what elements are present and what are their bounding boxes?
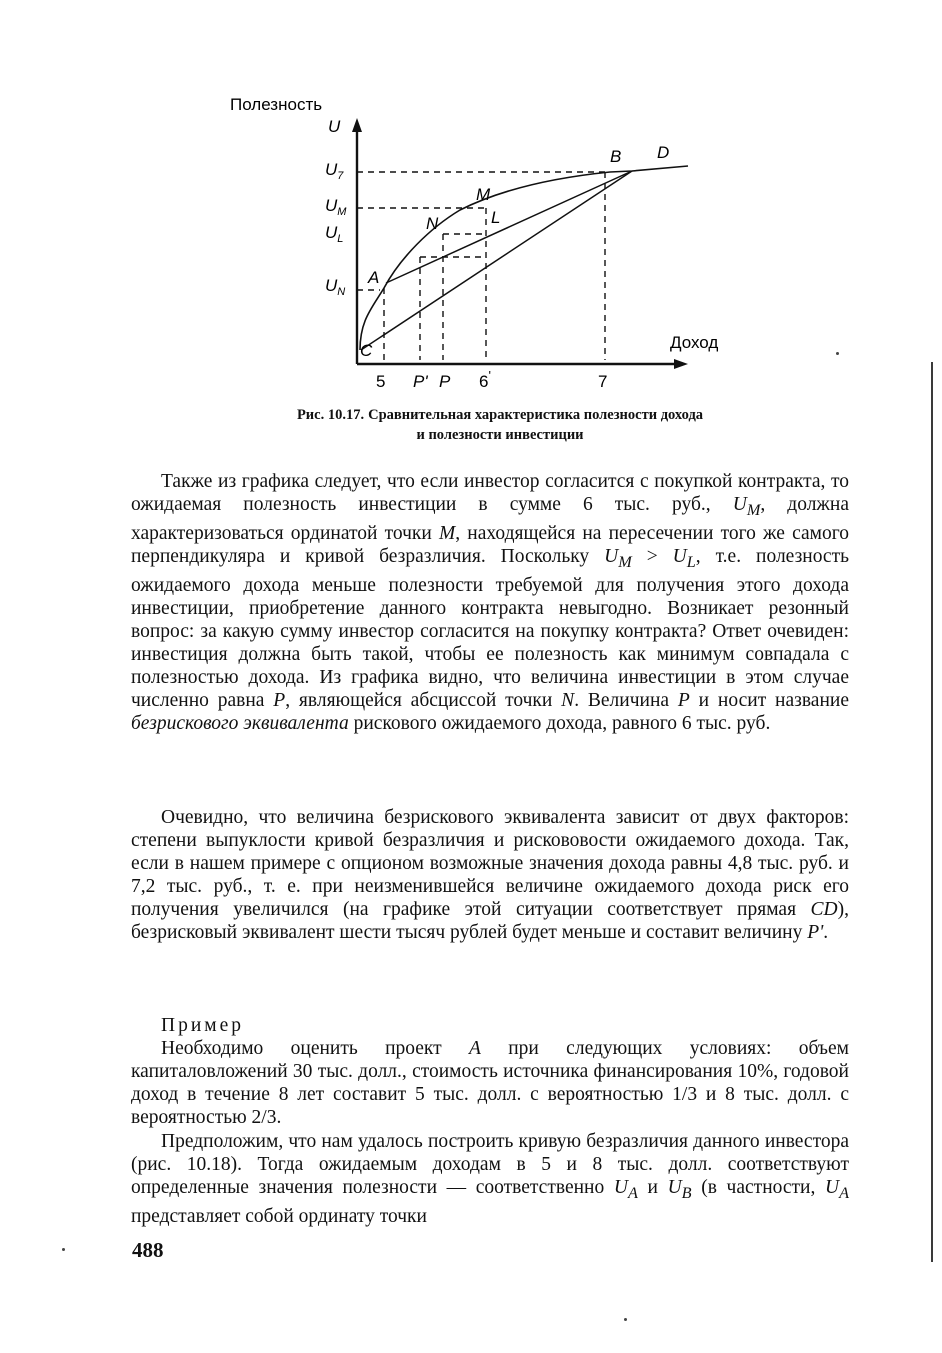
subscript-b: B (681, 1183, 692, 1202)
symbol-n: N (561, 689, 575, 711)
text-run: представляет собой ординату точки (131, 1205, 427, 1227)
text-run: Также из графика следует, что если инвестор согласится с покупкой контракта, то ожидаемая полезность инвестиции в сумме 6 тыс. руб., (131, 471, 849, 515)
text-run: и носит название (689, 689, 849, 711)
symbol-pprime: P' (807, 922, 824, 943)
symbol-u: U (667, 1177, 682, 1198)
text-run: Очевидно, что величина безрискового эквивалента зависит от двух факторов: степени выпуклости кривой безразличия и рискововости ожидаемого дохода. Так, если в нашем примере с опционом возможные значения дохода равны 4,8 тыс. руб. и 7,2 тыс. руб., т. е. при неизменившейся величине ожидаемого дохода риск его получения увеличился (на графике этой ситуации соответствует прямая (131, 807, 849, 920)
text-run: Необходимо оценить проект (161, 1038, 469, 1059)
y-axis-title: Полезность (230, 95, 323, 114)
symbol-a: A (468, 1038, 481, 1059)
paragraph-2 (131, 806, 849, 944)
paragraph-4 (131, 1130, 849, 1228)
symbol-u: U (824, 1177, 840, 1198)
subscript-m: M (618, 552, 632, 571)
paragraph-1 (131, 470, 849, 735)
caption-text-1: Сравнительная характеристика полезности дохода (368, 407, 704, 423)
point-l-label: L (491, 208, 501, 227)
symbol-u: U (732, 494, 747, 515)
y-tick-u7: $U_7$ (325, 160, 344, 182)
text-run: , должна характеризоваться ординатой точки (131, 494, 850, 544)
symbol-p: P (273, 689, 286, 711)
symbol-m: M (438, 522, 456, 544)
text-run: при следующих условиях: объем капиталовложений 30 тыс. долл., стоимость источника финансирования 10%, годовой доход в течение 8 лет составит 5 тыс. долл. с вероятностью 1/3 и 8 тыс. долл. с вероятностью 2/3. (131, 1038, 849, 1128)
y-symbol-u: U (328, 117, 341, 136)
point-a-label: A (368, 268, 380, 287)
text-run: . Величина (574, 689, 678, 711)
term-italic: безрискового эквивалента (131, 712, 349, 734)
text-run: . (823, 922, 829, 943)
subscript-l: L (686, 552, 696, 571)
subscript-a: A (627, 1183, 638, 1202)
x-tick-5: 5 (376, 372, 386, 391)
paragraph-3 (131, 1037, 849, 1129)
y-tick-ul: $U_L$ (325, 223, 344, 245)
subscript-m: M (746, 500, 761, 519)
scan-speck (624, 1318, 627, 1321)
text-run: , т.е. полезность ожидаемого дохода меньше полезности требуемой для получения этого дохода инвестиции, приобретение данного контракта невыгодно. Возникает резонный вопрос: за какую сумму инвестор согласится на покупку контракта? Ответ очевиден: инвестиция должна быть такой, чтобы ее полезность как минимум совпадала с полезностью дохода. Из графика видно, что величина инвестиции в этом случае численно равна (131, 545, 850, 711)
point-n-label: N (426, 214, 439, 233)
scan-speck (836, 352, 839, 355)
line-ab (386, 171, 632, 283)
symbol-u: U (604, 545, 619, 567)
caption-line-1 (210, 405, 790, 425)
symbol-u: U (672, 545, 687, 567)
symbol-cd: CD (810, 899, 838, 920)
indifference-curve (360, 166, 688, 350)
x-axis-arrow (674, 359, 688, 369)
y-axis-arrow (352, 118, 362, 132)
text-run: Предположим, что нам удалось построить кривую безразличия данного инвестора (рис. 10.18). Тогда ожидаемым доходам в 5 и 8 тыс. долл. соответствуют определенные значения полезности — соответственно (131, 1131, 849, 1198)
text-run: > (631, 545, 673, 567)
caption-line-2: и полезности инвестиции (416, 427, 584, 443)
point-m-label: M (476, 185, 491, 204)
scan-speck (62, 1248, 65, 1251)
symbol-u: U (613, 1177, 628, 1198)
utility-figure (210, 80, 750, 400)
page-number: 488 (132, 1238, 164, 1262)
y-tick-un: $U_N$ (325, 276, 346, 298)
x-axis-title: Доход (670, 333, 719, 352)
text-run: , находящейся на пересечении того же самого перпендикуляра и кривой безразличия. Поскольку (131, 522, 849, 567)
example-heading-block (131, 1014, 849, 1037)
text-run: , являющейся абсциссой точки (285, 689, 562, 711)
figure-caption (210, 405, 790, 445)
text-run: рискового ожидаемого дохода, равного 6 тыс. руб. (348, 712, 771, 734)
utility-diagram (210, 80, 750, 400)
text-run: ), безрисковый эквивалент шести тысяч рублей будет меньше и составит величину (131, 899, 849, 943)
text-run: (в частности, (691, 1177, 825, 1198)
x-tick-p: P (439, 372, 451, 391)
x-tick-pprime: P' (413, 372, 428, 391)
text-run: и (637, 1177, 668, 1198)
x-tick-7: 7 (598, 372, 608, 391)
caption-lead: Рис. 10.17. (296, 407, 365, 423)
x-tick-6: 6' (479, 368, 491, 391)
point-b-label: B (610, 147, 622, 166)
subscript-a: A (839, 1183, 849, 1202)
point-d-label: D (657, 143, 670, 162)
symbol-p: P (677, 689, 690, 711)
y-tick-um: $U_M$ (325, 196, 347, 218)
point-c-label: C (360, 341, 373, 360)
example-heading: Пример (161, 1015, 245, 1036)
page-edge-shadow (931, 362, 933, 1262)
